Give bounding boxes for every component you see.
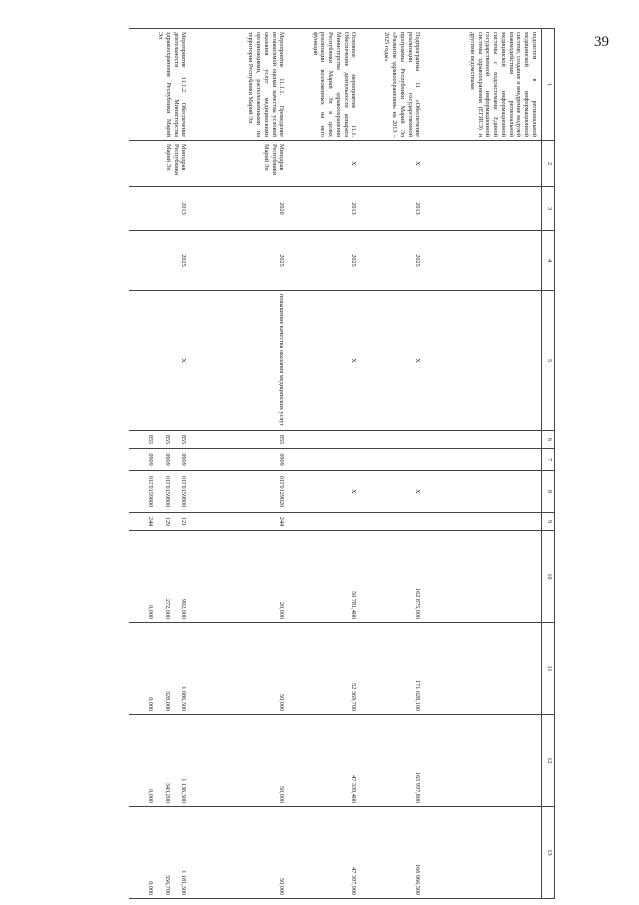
cell [288, 431, 360, 449]
header-row [542, 29, 555, 899]
cell: 2025 [130, 231, 190, 291]
cell [360, 431, 424, 449]
stack-value: 1 136,300 [180, 778, 188, 803]
col-header: 1 [542, 29, 555, 141]
table-row [288, 29, 360, 899]
col-header: 3 [542, 187, 555, 231]
stack-value: 272,000 [163, 598, 171, 619]
col-header: 11 [542, 623, 555, 715]
cell: 2020 [190, 187, 288, 231]
cell: 50,000 [190, 807, 288, 899]
cell [130, 471, 190, 513]
cell: 50 781,400 [288, 531, 360, 623]
cell-name: Мероприятие 11.1.1. Проведение независимой оценки качества условий оказания услуг медицинскими организациями, расположенными на территории Республики Марий Эл [190, 29, 288, 141]
cell [424, 141, 542, 187]
table-row [360, 29, 424, 899]
cell: 52 369,700 [288, 623, 360, 715]
stack-value: 121 [180, 516, 188, 527]
cell [360, 513, 424, 531]
cell [130, 623, 190, 715]
rotated-table-sheet [123, 28, 555, 898]
stack-value: 1 086,300 [180, 686, 188, 711]
cell: 2013 [288, 187, 360, 231]
cell: 2013 [360, 187, 424, 231]
cell: 2025 [360, 231, 424, 291]
cell [288, 449, 360, 471]
stack-value: 01Г0159800 [163, 475, 171, 508]
cell [424, 291, 542, 431]
cell-name: подсистем в региональной медицинской информационной системе, создание и внедрение модулей взаимодействия региональной медицинской информационной системы с подсистемами Единой государственной информационной системы здравоохранения (ЕГИСЗ) и другими ведомствами [424, 29, 542, 141]
stack-value: 01Г0159800 [147, 475, 154, 508]
cell [424, 187, 542, 231]
col-header: 9 [542, 513, 555, 531]
stack-value: 0909 [180, 453, 188, 466]
col-header: 5 [542, 291, 555, 431]
stack-value: 0,000 [147, 605, 154, 619]
cell: 162 875,000 [360, 531, 424, 623]
cell: 47 397,900 [288, 807, 360, 899]
cell [424, 471, 542, 513]
cell: Х [130, 291, 190, 431]
cell [288, 513, 360, 531]
cell: 2025 [190, 231, 288, 291]
cell [424, 623, 542, 715]
col-header: 12 [542, 715, 555, 807]
stack-value: 244 [147, 516, 154, 527]
col-header: 6 [542, 431, 555, 449]
cell [130, 513, 190, 531]
cell [424, 807, 542, 899]
stack-value: 902,000 [180, 598, 188, 619]
cell: 166 066,300 [360, 807, 424, 899]
cell: Минздрав Республики Марий Эл [190, 141, 288, 187]
col-header: 10 [542, 531, 555, 623]
cell [130, 715, 190, 807]
cell [424, 715, 542, 807]
cell: 0909 [190, 449, 288, 471]
col-header: 4 [542, 231, 555, 291]
table-row [190, 29, 288, 899]
cell [360, 449, 424, 471]
table-row [424, 29, 542, 899]
cell: 171 028,100 [360, 623, 424, 715]
stack-value: 0,000 [147, 789, 154, 803]
stack-value: 0,000 [147, 697, 154, 711]
cell: Х [360, 471, 424, 513]
cell: Х [360, 291, 424, 431]
cell [424, 431, 542, 449]
stack-value: 343,200 [163, 782, 171, 803]
cell: Минздрав Республики Марий Эл [130, 141, 190, 187]
cell: 2025 [288, 231, 360, 291]
cell: 165 997,800 [360, 715, 424, 807]
cell: Х [360, 141, 424, 187]
budget-table [130, 28, 556, 899]
cell: Х [288, 141, 360, 187]
cell: 50,000 [190, 715, 288, 807]
stack-value: 328,000 [163, 690, 171, 711]
stack-value: 1 181,300 [180, 870, 188, 895]
stack-value: 855 [147, 434, 154, 445]
cell [424, 531, 542, 623]
page-number: 39 [594, 34, 609, 50]
cell [424, 449, 542, 471]
col-header: 7 [542, 449, 555, 471]
cell: 855 [190, 431, 288, 449]
cell [130, 449, 190, 471]
cell: Х [288, 291, 360, 431]
cell [424, 231, 542, 291]
stack-value: 0,000 [147, 881, 154, 895]
cell [130, 807, 190, 899]
stack-value: 0909 [147, 453, 154, 466]
stack-value: 356,700 [163, 874, 171, 895]
cell: повышение качества оказания медицинских услуг [190, 291, 288, 431]
cell: 47 339,400 [288, 715, 360, 807]
cell: Х [288, 471, 360, 513]
cell: 244 [190, 513, 288, 531]
col-header: 8 [542, 471, 555, 513]
stack-value: 855 [180, 434, 188, 445]
cell: 01Г0129020 [190, 471, 288, 513]
cell [424, 513, 542, 531]
cell [130, 431, 190, 449]
table-row [130, 29, 190, 899]
col-header: 2 [542, 141, 555, 187]
cell-name: Мероприятие 11.1.2. Обеспечение деятельности Министерства здравоохранения Республики Марий Эл [130, 29, 190, 141]
cell: 2013 [130, 187, 190, 231]
cell: 20,000 [190, 531, 288, 623]
stack-value: 01Г0159800 [180, 475, 188, 508]
cell-name: Подпрограмма 11 «Обеспечение реализации государственной программы Республики Марий Эл «Развитие здравоохранения» на 2013 - 2025 годы» [360, 29, 424, 141]
stack-value: 855 [163, 434, 171, 445]
col-header: 13 [542, 807, 555, 899]
stack-value: 129 [163, 516, 171, 527]
cell-name: Основное мероприятие 11.1. Обеспечение деятельности аппарата Министерства здравоохранения Республики Марий Эл в целях реализации возложенных на него функций [288, 29, 360, 141]
cell [130, 531, 190, 623]
stack-value: 0909 [163, 453, 171, 466]
cell: 50,000 [190, 623, 288, 715]
